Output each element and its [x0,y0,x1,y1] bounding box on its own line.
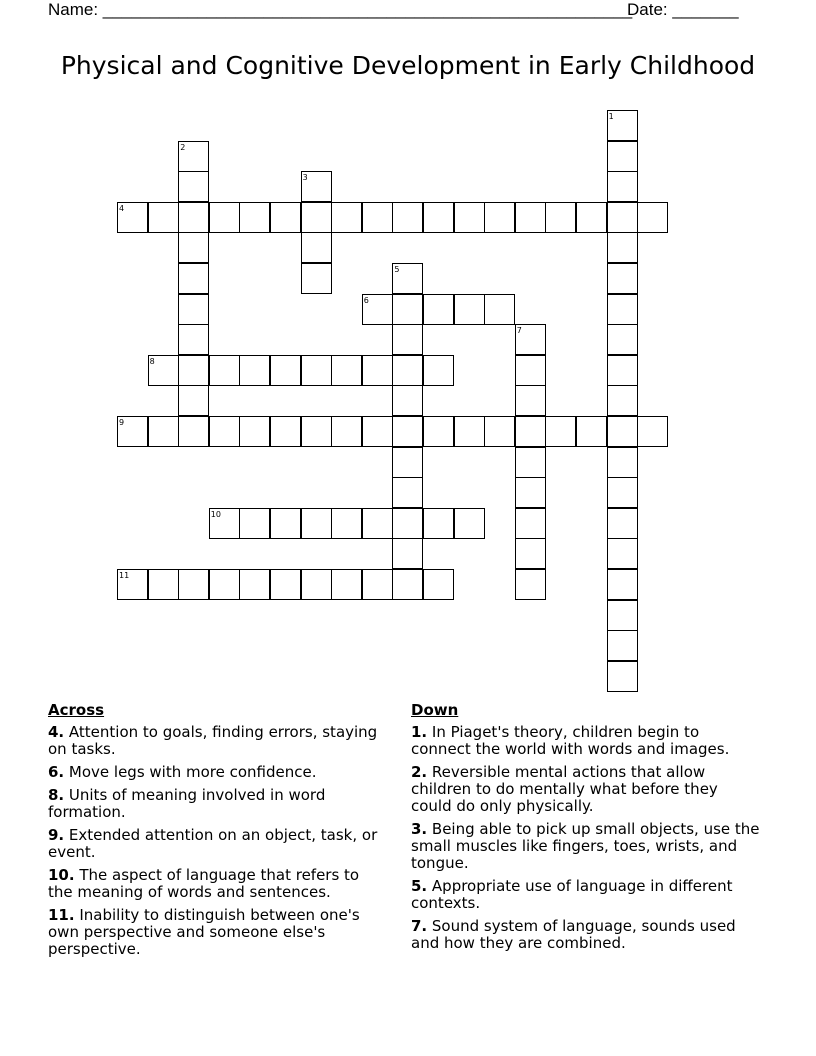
crossword-cell[interactable] [607,355,638,386]
clue-number-label: 8 [149,356,155,366]
crossword-cell[interactable] [270,355,301,386]
date-field-label[interactable]: Date: _______ [627,0,739,19]
name-field-label[interactable]: Name: ________________________________________________________ [48,0,633,19]
crossword-cell[interactable] [178,263,209,294]
down-clue [411,821,761,872]
crossword-cell[interactable] [301,202,332,233]
crossword-cell[interactable] [545,416,576,447]
crossword-cell[interactable] [178,385,209,416]
crossword-cell[interactable] [607,202,638,233]
crossword-cell[interactable] [515,569,546,600]
crossword-cell[interactable] [515,477,546,508]
crossword-cell[interactable] [239,508,270,539]
crossword-cell[interactable] [515,538,546,569]
across-clue [48,787,383,821]
across-clues [48,700,383,964]
crossword-cell[interactable] [331,508,362,539]
clue-number-label: 6 [363,295,369,305]
crossword-cell[interactable] [515,508,546,539]
crossword-cell[interactable] [362,508,393,539]
crossword-cell[interactable] [209,202,240,233]
crossword-cell[interactable] [178,569,209,600]
crossword-cell[interactable] [362,355,393,386]
crossword-cell[interactable] [270,569,301,600]
crossword-cell[interactable] [423,569,454,600]
crossword-cell[interactable] [362,416,393,447]
clue-number: 10. [48,866,75,884]
clue-number: 6. [48,763,65,781]
crossword-cell[interactable] [239,416,270,447]
crossword-cell[interactable] [607,630,638,661]
clue-text: Reversible mental actions that allow children to do mentally what before they could do only physically. [411,763,718,815]
crossword-cell[interactable] [392,569,423,600]
crossword-cell[interactable] [331,569,362,600]
clue-number: 1. [411,723,428,741]
clue-number-label: 7 [516,326,522,336]
clue-number: 7. [411,917,428,935]
crossword-cell[interactable] [515,202,546,233]
crossword-cell[interactable] [607,569,638,600]
crossword-cell[interactable] [607,661,638,692]
across-clue [48,764,383,781]
clue-text: Inability to distinguish between one's own perspective and someone else's perspective. [48,906,360,958]
crossword-cell[interactable] [484,202,515,233]
crossword-cell[interactable] [270,202,301,233]
crossword-cell[interactable] [178,355,209,386]
clue-number: 4. [48,723,65,741]
crossword-cell[interactable] [301,232,332,263]
crossword-cell[interactable] [607,324,638,355]
crossword-cell[interactable] [515,355,546,386]
clue-number-label: 10 [210,509,221,519]
crossword-cell[interactable] [362,569,393,600]
crossword-cell[interactable] [576,416,607,447]
crossword-cell[interactable] [178,202,209,233]
crossword-cell[interactable] [454,416,485,447]
crossword-cell[interactable] [607,294,638,325]
crossword-cell[interactable] [484,294,515,325]
crossword-cell[interactable] [515,416,546,447]
clue-number-label: 4 [119,203,125,213]
crossword-cell[interactable] [423,294,454,325]
across-clue [48,867,383,901]
clue-number-label: 1 [608,112,614,121]
clue-text: Move legs with more confidence. [64,763,317,781]
crossword-cell[interactable] [209,416,240,447]
clue-number: 2. [411,763,428,781]
crossword-cell[interactable] [515,385,546,416]
clue-text: Units of meaning involved in word formation. [48,786,326,821]
clue-number-label: 9 [119,418,125,427]
crossword-cell[interactable] [607,447,638,478]
down-clue [411,724,761,758]
crossword-cell[interactable] [423,202,454,233]
clue-number: 9. [48,826,65,844]
crossword-cell[interactable] [178,294,209,325]
crossword-cell[interactable] [607,600,638,631]
crossword-cell[interactable] [178,324,209,355]
crossword-cell[interactable] [392,416,423,447]
down-heading: Down [411,701,459,719]
down-clue [411,878,761,912]
crossword-cell[interactable] [637,202,668,233]
crossword-cell[interactable] [484,416,515,447]
crossword-cell[interactable] [392,294,423,325]
crossword-cell[interactable] [607,508,638,539]
crossword-cell[interactable] [423,355,454,386]
crossword-cell[interactable] [392,355,423,386]
down-clues [411,700,761,958]
crossword-cell[interactable] [178,171,209,202]
across-clue [48,827,383,861]
crossword-cell[interactable] [178,232,209,263]
across-clue [48,724,383,758]
crossword-cell[interactable] [362,202,393,233]
crossword-cell[interactable] [545,202,576,233]
crossword-cell[interactable] [331,416,362,447]
crossword-cell[interactable] [239,202,270,233]
crossword-cell[interactable] [392,477,423,508]
clue-text: Attention to goals, finding errors, staying on tasks. [48,723,378,758]
down-clue [411,918,761,952]
clue-number-label: 3 [302,173,308,183]
crossword-cell[interactable] [607,141,638,172]
crossword-cell[interactable] [454,508,485,539]
crossword-cell[interactable] [392,324,423,355]
crossword-cell[interactable] [148,202,179,233]
clue-number: 5. [411,877,428,895]
crossword-cell[interactable] [392,202,423,233]
clue-number: 8. [48,786,65,804]
crossword-cell[interactable] [148,569,179,600]
crossword-cell[interactable] [607,538,638,569]
crossword-cell[interactable] [331,355,362,386]
clue-text: The aspect of language that refers to the meaning of words and sentences. [48,866,360,901]
clue-text: Appropriate use of language in different contexts. [411,877,733,912]
crossword-cell[interactable] [423,508,454,539]
clue-number-label: 2 [180,142,186,152]
crossword-cell[interactable] [239,569,270,600]
crossword-cell[interactable] [607,477,638,508]
crossword-cell[interactable] [392,508,423,539]
crossword-cell[interactable] [301,263,332,294]
clue-number-label: 11 [119,571,130,580]
crossword-cell[interactable] [454,202,485,233]
crossword-cell[interactable] [239,355,270,386]
crossword-cell[interactable] [270,508,301,539]
crossword-cell[interactable] [515,447,546,478]
crossword-cell[interactable] [209,355,240,386]
clue-number-label: 5 [394,265,400,274]
crossword-cell[interactable] [607,232,638,263]
crossword-cell[interactable] [607,416,638,447]
crossword-cell[interactable] [607,385,638,416]
clue-text: Sound system of language, sounds used and how they are combined. [411,917,736,952]
crossword-cell[interactable] [178,416,209,447]
crossword-cell[interactable] [392,538,423,569]
clue-text: Being able to pick up small objects, use the small muscles like fingers, toes, wrists, and tongue. [411,820,760,872]
clue-text: Extended attention on an object, task, or event. [48,826,378,861]
crossword-cell[interactable] [270,416,301,447]
crossword-cell[interactable] [301,416,332,447]
across-heading: Across [48,701,105,719]
across-clue [48,907,383,958]
crossword-cell[interactable] [301,508,332,539]
clue-number: 11. [48,906,75,924]
down-clue [411,764,761,815]
crossword-cell[interactable] [576,202,607,233]
crossword-cell[interactable] [454,294,485,325]
crossword-cell[interactable] [637,416,668,447]
clue-text: In Piaget's theory, children begin to connect the world with words and images. [411,723,730,758]
crossword-cell[interactable] [392,447,423,478]
crossword-cell[interactable] [392,385,423,416]
clue-number: 3. [411,820,428,838]
crossword-cell[interactable] [301,355,332,386]
crossword-cell[interactable] [148,416,179,447]
crossword-cell[interactable] [301,569,332,600]
crossword-cell[interactable] [209,569,240,600]
crossword-cell[interactable] [331,202,362,233]
crossword-cell[interactable] [423,416,454,447]
crossword-cell[interactable] [607,171,638,202]
page-title: Physical and Cognitive Development in Early Childhood [60,51,756,80]
crossword-cell[interactable] [607,263,638,294]
